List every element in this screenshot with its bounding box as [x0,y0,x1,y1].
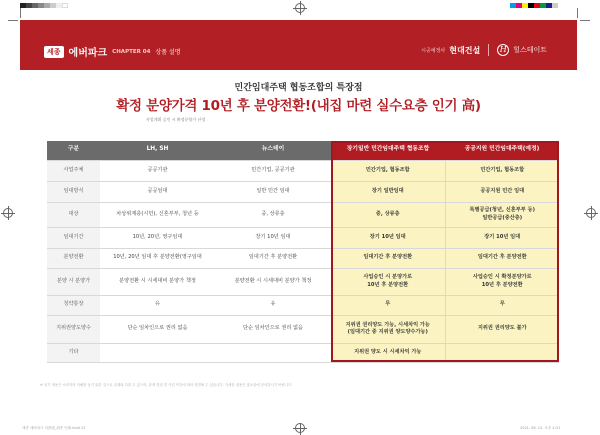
table-row [47,295,559,315]
table-cell: 중, 상류층 [215,202,331,227]
table-cell: 공공임대 [100,181,215,202]
registration-mark-icon [3,208,13,218]
crop-mark [20,8,21,18]
brand-name: 에버파크 [68,48,108,59]
hillstate-logo-icon: H [497,44,509,56]
highlight-cell: 장기 10년 임대 [331,227,445,248]
highlight-cell: 사업승인 시 분양가로 10년 후 분양전환 [331,268,445,295]
row-label: 사업주체 [47,160,100,181]
table-cell: 공공기관 [100,160,215,181]
highlight-cell: 장기 일반임대 [331,181,445,202]
table-cell [100,343,215,362]
table-cell: 장기 10년 임대 [215,227,331,248]
table-cell: 단순 임차인으로 권리 없음 [215,315,331,343]
print-color-bar-right [510,3,558,8]
registration-mark-icon [295,423,305,433]
highlight-cell: 특별공급(청년, 신혼부부 등) 일반공급(중산층) [445,202,559,227]
table-cell: 차상위계층(시민), 신혼부부, 청년 등 [100,202,215,227]
crop-mark [580,20,590,21]
section-label: 상품 설명 [155,49,181,56]
table-row [47,248,559,268]
highlight-cell: 지위권 권리양도 가능, 시세차익 가능 (임대기간 중 지위권 양도양수가능) [331,315,445,343]
highlight-cell: 무 [331,295,445,315]
table-cell: 10년, 20년 임대 후 분양전환(영구임대 [100,248,215,268]
builder-caption: 시공예정사 [421,47,446,54]
brochure-page [20,20,577,423]
highlight-cell: 공공지원 민간 임대 [445,181,559,202]
column-header: 구분 [47,141,100,160]
table-row [47,181,559,202]
table-cell: 10년, 20년, 영구임대 [100,227,215,248]
print-slug-right: 2021. 06. 15. 오후 4:31 [520,426,561,430]
highlight-cell: 무 [445,295,559,315]
chapter-label: CHAPTER 04 [112,48,151,55]
estate-name: 힐스테이트 [513,46,547,54]
header-divider [488,44,489,56]
page-subtitle: 민간임대주택 협동조합의 특장점 [234,83,363,93]
table-row [47,202,559,227]
column-header: LH, SH [100,141,215,160]
table-row [47,227,559,248]
row-label: 분양 시 분양가 [47,268,100,295]
table-row [47,315,559,343]
highlight-cell: 민간기업, 협동조합 [445,160,559,181]
column-header-highlight: 공공지원 민간임대주택(예정) [445,141,559,160]
print-slug-left: 세종 에버파크 리플렛_최종 인쇄.indd 13 [22,426,86,430]
highlight-cell: 장기 10년 임대 [445,227,559,248]
registration-mark-icon [586,208,596,218]
highlight-cell [445,343,559,362]
table-cell: 분양전환 시 시세대비 분양가 책정 [215,268,331,295]
column-header-highlight: 장기일반 민간임대주택 협동조합 [331,141,445,160]
row-label: 기타 [47,343,100,362]
region-tag: 세종 [44,46,64,58]
column-header: 뉴스테이 [215,141,331,160]
table-cell: 분양전환 시 시세대비 분양가 책정 [100,268,215,295]
table-cell: 유 [215,295,331,315]
registration-mark-icon [295,3,305,13]
row-label: 분양전환 [47,248,100,268]
table-cell: 유 [100,295,215,315]
comparison-table [47,141,559,363]
table-row [47,343,559,362]
print-color-bar-left [20,3,68,8]
table-cell: 임대기간 후 분양전환 [215,248,331,268]
highlight-cell: 지위권 권리양도 불가 [445,315,559,343]
highlight-cell: 지위권 양도 시 시세차익 가능 [331,343,445,362]
row-label: 임대방식 [47,181,100,202]
row-label: 지위권양도양수 [47,315,100,343]
header-left [44,44,181,59]
crop-mark [577,8,578,18]
footnote: ※ 상기 내용은 소비자의 이해를 돕기 위한 것으로 실제와 다를 수 있으며, 관계 법령 및 사업 여건에 따라 변경될 수 있습니다. 자세한 내용은 홍보관에 문의하시기 바랍니다. [40,383,293,387]
row-label: 대상 [47,202,100,227]
builder-name: 현대건설 [449,45,481,55]
table-header-row [47,141,559,160]
table-cell: 일반 민간 임대 [215,181,331,202]
table-cell [215,343,331,362]
title-note: 사업계획 승인 시 확정분양가 산정 [146,117,206,122]
page-header [20,20,577,70]
row-label: 임대기간 [47,227,100,248]
table-cell: 단순 임차인으로 권리 없음 [100,315,215,343]
highlight-cell: 사업승인 시 확정분양가로 10년 후 분양전환 [445,268,559,295]
table-cell: 민간기업, 공공기관 [215,160,331,181]
header-right [421,44,547,56]
highlight-cell: 중, 상류층 [331,202,445,227]
highlight-cell: 민간기업, 협동조합 [331,160,445,181]
crop-mark [8,20,18,21]
highlight-cell: 임대기간 후 분양전환 [331,248,445,268]
row-label: 청약통장 [47,295,100,315]
highlight-cell: 임대기간 후 분양전환 [445,248,559,268]
table-row [47,160,559,181]
page-title: 확정 분양가격 10년 후 분양전환!(내집 마련 실수요층 인기 高) [116,98,481,114]
table-row [47,268,559,295]
